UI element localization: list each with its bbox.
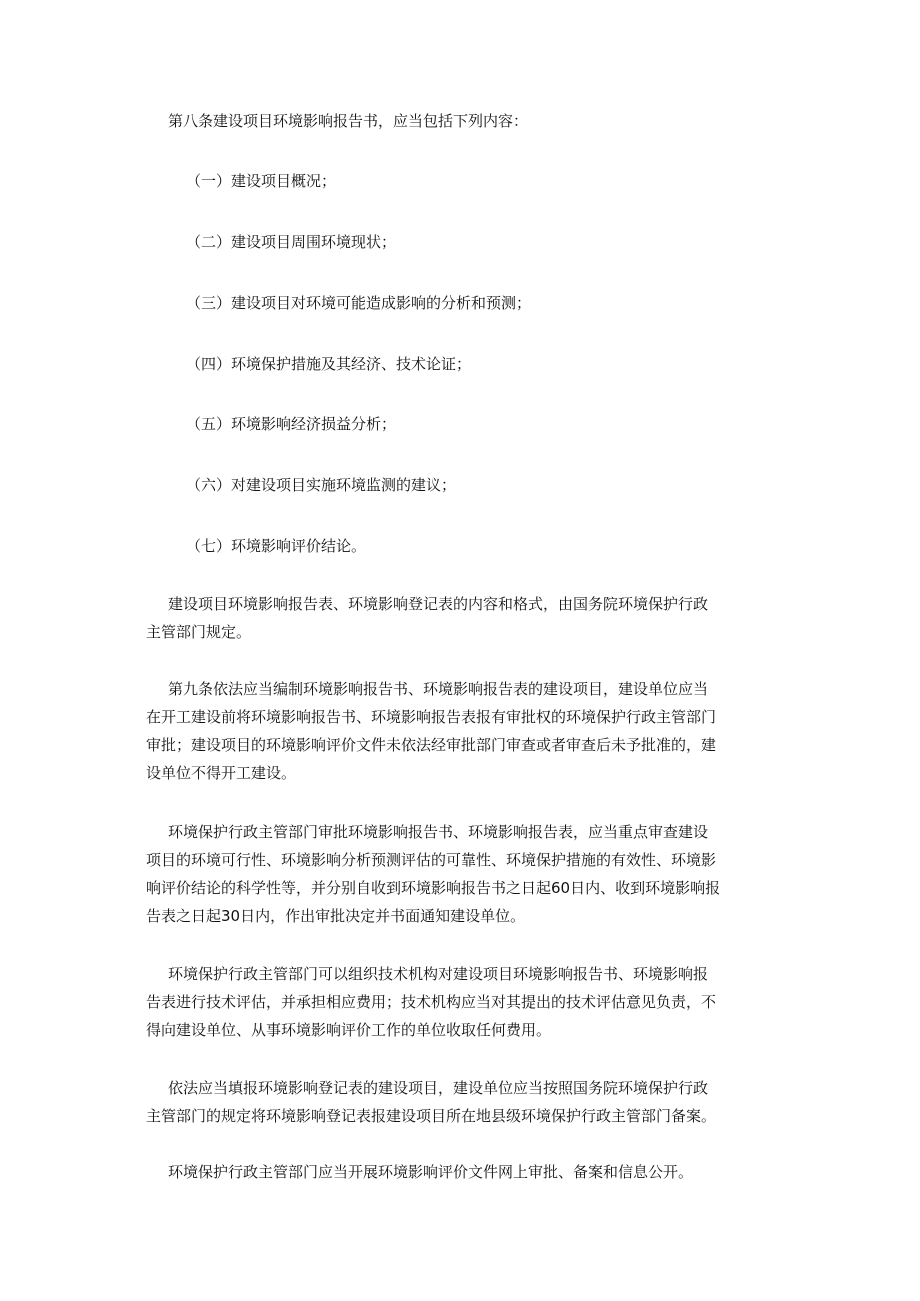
paragraph-line: 设单位不得开工建设。 xyxy=(146,764,297,782)
online-review-paragraph xyxy=(168,1158,788,1186)
paragraph-line: 项目的环境可行性、环境影响分析预测评估的可靠性、环境保护措施的有效性、环境影 xyxy=(146,851,717,869)
paragraph-line: 响评价结论的科学性等，并分别自收到环境影响报告书之日起60日内、收到环境影响报 xyxy=(146,879,721,897)
article-8-item-3: （三）建设项目对环境可能造成影响的分析和预测； xyxy=(186,294,532,312)
paragraph-line: 第九条依法应当编制环境影响报告书、环境影响报告表的建设项目，建设单位应当 xyxy=(168,680,709,698)
paragraph-line: 告表之日起30日内，作出审批决定并书面通知建设单位。 xyxy=(146,907,526,925)
paragraph-line: 告表进行技术评估，并承担相应费用；技术机构应当对其提出的技术评估意见负责，不 xyxy=(146,993,717,1011)
article-8-item-5: （五）环境影响经济损益分析； xyxy=(186,415,397,433)
paragraph-line: 在开工建设前将环境影响报告书、环境影响报告表报有审批权的环境保护行政主管部门 xyxy=(146,708,717,726)
article-8-item-4: （四）环境保护措施及其经济、技术论证； xyxy=(186,355,472,373)
report-format-paragraph xyxy=(146,590,788,646)
technical-review-paragraph xyxy=(146,960,788,1044)
article-8-item-1: （一）建设项目概况； xyxy=(186,172,337,190)
article-8-intro: 第八条建设项目环境影响报告书，应当包括下列内容： xyxy=(168,112,529,130)
paragraph-line: 建设项目环境影响报告表、环境影响登记表的内容和格式，由国务院环境保护行政 xyxy=(168,595,709,613)
article-8-item-7: （七）环境影响评价结论。 xyxy=(186,537,367,555)
paragraph-line: 主管部门规定。 xyxy=(146,623,252,641)
review-paragraph xyxy=(146,818,788,930)
paragraph-line: 得向建设单位、从事环境影响评价工作的单位收取任何费用。 xyxy=(146,1021,552,1039)
paragraph-line: 审批；建设项目的环境影响评价文件未依法经审批部门审查或者审查后未予批准的，建 xyxy=(146,736,717,754)
article-9-paragraph xyxy=(146,675,788,787)
paragraph-line: 环境保护行政主管部门审批环境影响报告书、环境影响报告表，应当重点审查建设 xyxy=(168,823,709,841)
article-8-item-2: （二）建设项目周围环境现状； xyxy=(186,233,397,251)
article-8-item-6: （六）对建设项目实施环境监测的建议； xyxy=(186,476,457,494)
paragraph-line: 依法应当填报环境影响登记表的建设项目，建设单位应当按照国务院环境保护行政 xyxy=(168,1079,709,1097)
registration-paragraph xyxy=(146,1074,788,1130)
paragraph-line: 主管部门的规定将环境影响登记表报建设项目所在地县级环境保护行政主管部门备案。 xyxy=(146,1107,717,1125)
paragraph-line: 环境保护行政主管部门应当开展环境影响评价文件网上审批、备案和信息公开。 xyxy=(168,1163,694,1181)
paragraph-line: 环境保护行政主管部门可以组织技术机构对建设项目环境影响报告书、环境影响报 xyxy=(168,965,709,983)
